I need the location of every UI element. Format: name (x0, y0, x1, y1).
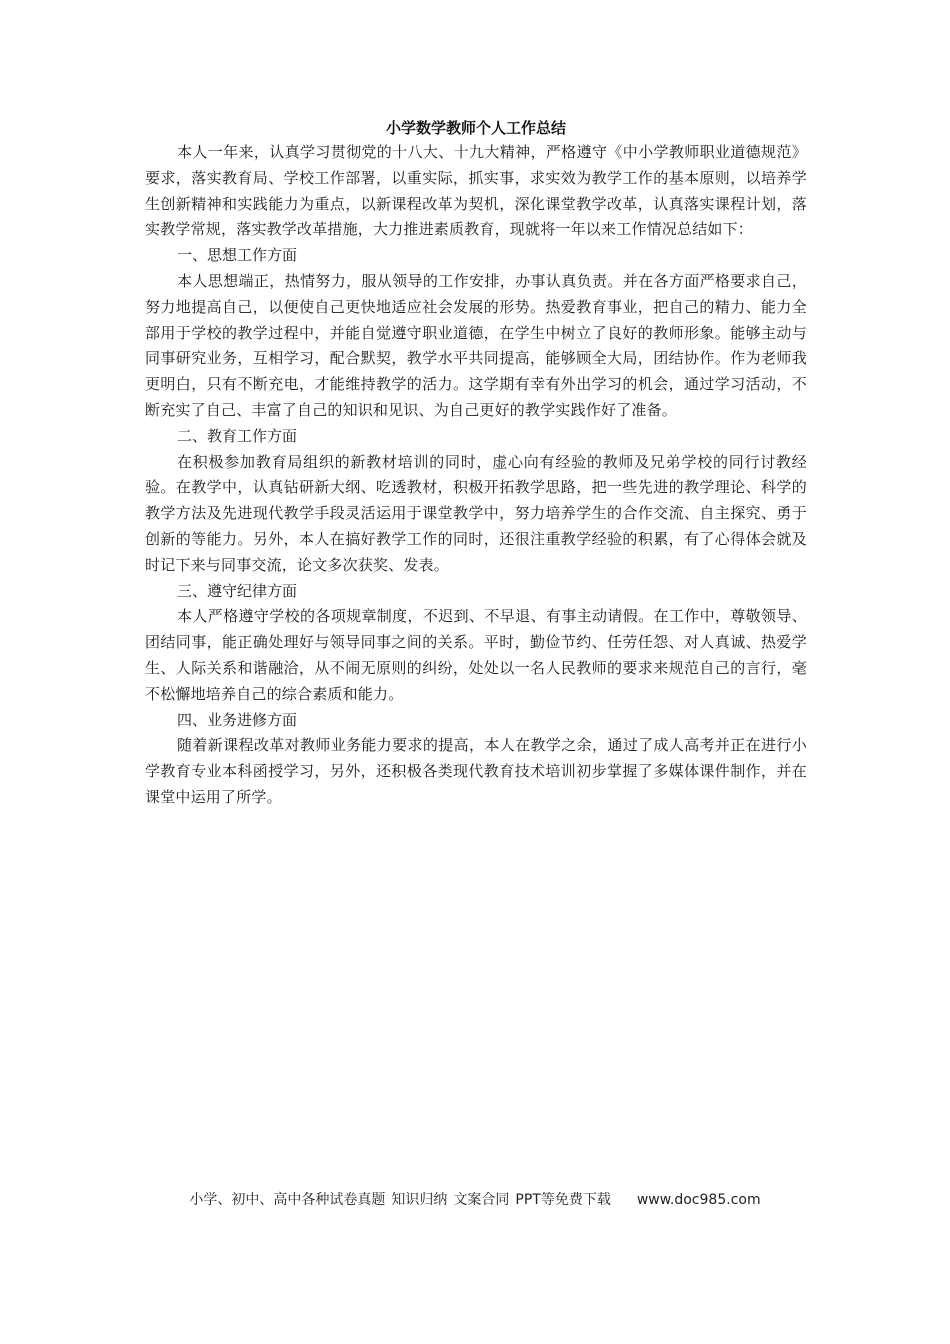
page-footer (0, 1190, 950, 1210)
document-body (145, 116, 807, 811)
footer-text-download: PPT等免费下载 (515, 1192, 611, 1208)
section-heading-discipline: 三、遵守纪律方面 (177, 581, 298, 600)
document-title: 小学数学教师个人工作总结 (385, 119, 566, 137)
footer-text-contracts: 文案合同 (453, 1192, 510, 1208)
footer-text-exams: 小学、初中、高中各种试卷真题 (189, 1192, 386, 1208)
section-body-discipline: 本人严格遵守学校的各项规章制度，不迟到、不早退、有事主动请假。在工作中，尊敬领导、团结同事，能正确处理好与领导同事之间的关系。平时，勤俭节约、任劳任怨、对人真诚、热爱学生、人际关系和谐融洽，从不闹无原则的纠纷，处处以一名人民教师的要求来规范自己的言行，毫不松懈地培养自己的综合素质和能力。 (145, 607, 807, 703)
section-body-ideology: 本人思想端正，热情努力，服从领导的工作安排，办事认真负责。并在各方面严格要求自己，努力地提高自己，以便使自己更快地适应社会发展的形势。热爱教育事业，把自己的精力、能力全部用于学校的教学过程中，并能自觉遵守职业道德，在学生中树立了良好的教师形象。能够主动与同事研究业务，互相学习，配合默契，教学水平共同提高，能够顾全大局，团结协作。作为老师我更明白，只有不断充电，才能维持教学的活力。这学期有幸有外出学习的机会，通过学习活动，不断充实了自己、丰富了自己的知识和见识、为自己更好的教学实践作好了准备。 (145, 271, 807, 419)
section-body-study: 随着新课程改革对教师业务能力要求的提高，本人在教学之余，通过了成人高考并正在进行小学教育专业本科函授学习，另外，还积极各类现代教育技术培训初步掌握了多媒体课件制作，并在课堂中运用了所学。 (145, 736, 807, 806)
footer-text-knowledge: 知识归纳 (391, 1192, 448, 1208)
intro-paragraph: 本人一年来，认真学习贯彻党的十八大、十九大精神，严格遵守《中小学教师职业道德规范》要求，落实教育局、学校工作部署，以重实际，抓实事，求实效为教学工作的基本原则，以培养学生创新精神和实践能力为重点，以新课程改革为契机，深化课堂教学改革，认真落实课程计划，落实教学常规，落实教学改革措施，大力推进素质教育，现就将一年以来工作情况总结如下： (145, 143, 807, 239)
section-heading-study: 四、业务进修方面 (177, 710, 298, 729)
section-body-education: 在积极参加教育局组织的新教材培训的同时，虚心向有经验的教师及兄弟学校的同行讨教经验。在教学中，认真钻研新大纲、吃透教材，积极开拓教学思路，把一些先进的教学理论、科学的教学方法及先进现代教学手段灵活运用于课堂教学中，努力培养学生的合作交流、自主探究、勇于创新的等能力。另外，本人在搞好教学工作的同时，还很注重教学经验的积累，有了心得体会就及时记下来与同事交流，论文多次获奖、发表。 (145, 452, 807, 574)
section-heading-ideology: 一、思想工作方面 (177, 246, 298, 265)
section-heading-education: 二、教育工作方面 (177, 426, 298, 445)
footer-url: www.doc985.com (636, 1192, 761, 1208)
